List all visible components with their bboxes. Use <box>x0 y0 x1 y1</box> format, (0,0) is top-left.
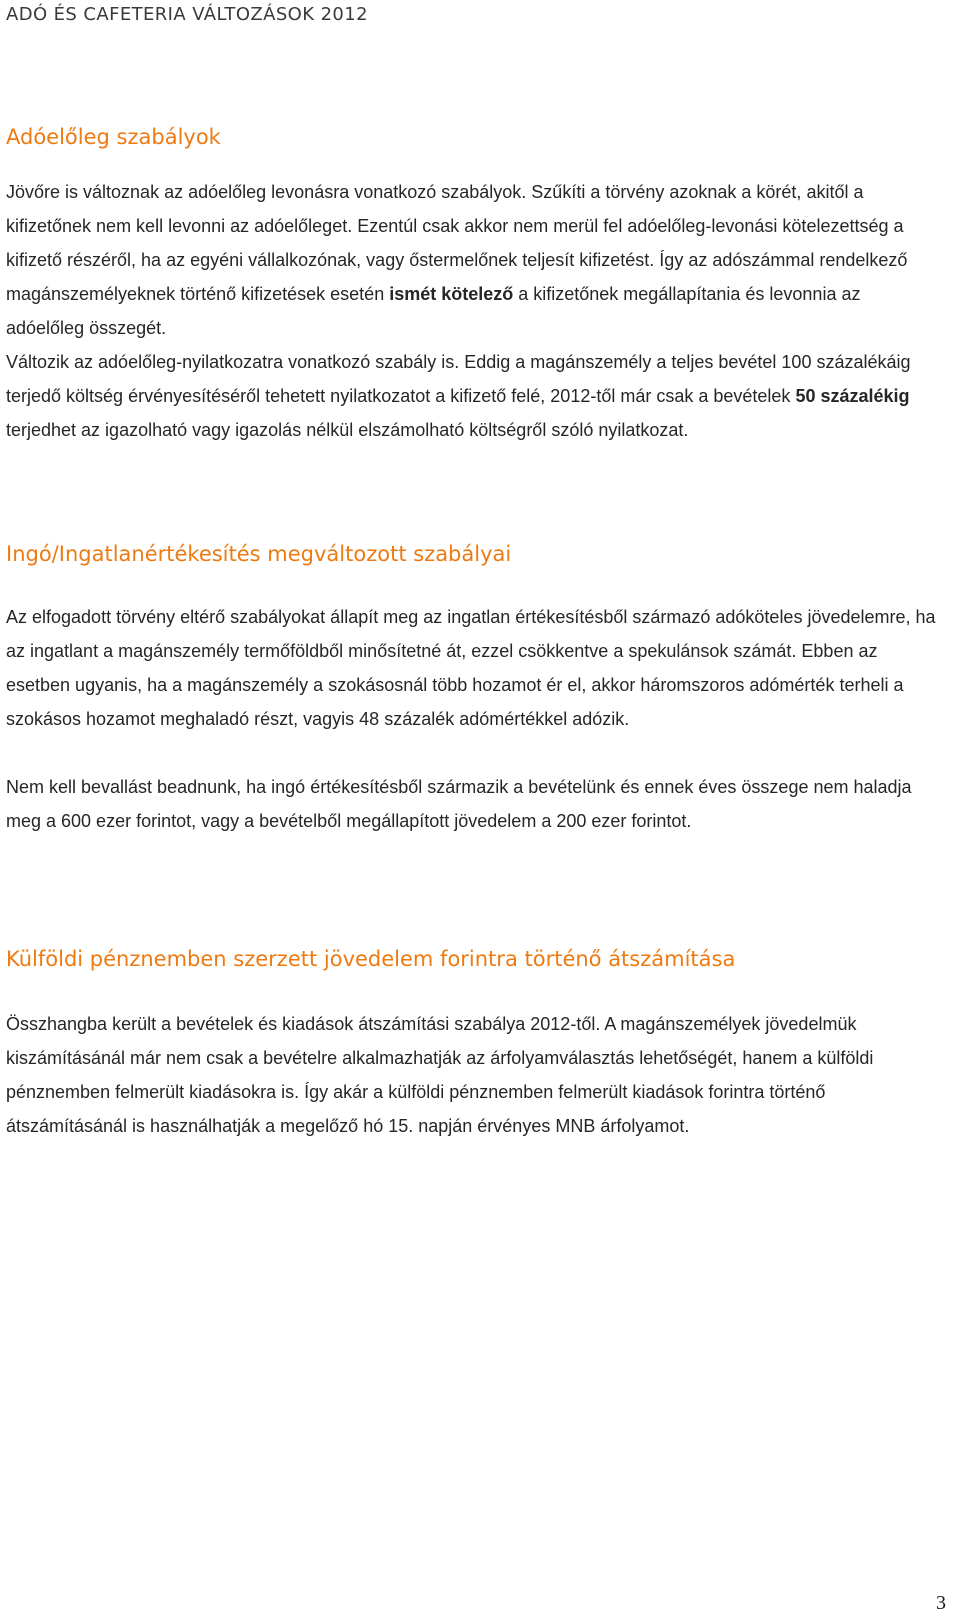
section-kulfoldi <box>6 947 936 1143</box>
section-heading: Adóelőleg szabályok <box>6 125 221 149</box>
paragraph-text: Jövőre is változnak az adóelőleg levonásra vonatkozó szabályok. Szűkíti a törvény azoknak a körét, akitől a kifizetőnek nem kell levonni az adóelőleget. Ezentúl csak akkor nem merül fel adóelőleg-levonási kötelezettség a kifizető részéről, ha az egyéni vállalkozónak, vagy őstermelőnek teljesít kifizetést. Így az adószámmal rendelkező magánszemélyeknek történő kifizetések esetén <box>6 182 908 304</box>
section-heading: Ingó/Ingatlanértékesítés megváltozott szabályai <box>6 542 512 566</box>
bold-phrase: ismét kötelező <box>389 284 514 304</box>
bold-phrase: 50 százalékig <box>795 386 910 406</box>
paragraph-text: a kifizetőnek megállapítania és levonnia az adóelőleg összegét. <box>6 284 861 338</box>
section-heading: Külföldi pénznemben szerzett jövedelem forintra történő átszámítása <box>6 947 736 971</box>
paragraph <box>6 345 936 447</box>
section-ingatlan <box>6 542 936 838</box>
paragraph-text: terjedhet az igazolható vagy igazolás nélkül elszámolható költségről szóló nyilatkozat. <box>6 420 689 440</box>
page-number: 3 <box>936 1592 946 1614</box>
paragraph <box>6 175 936 345</box>
section-adoeloleg <box>6 125 936 447</box>
paragraph: Összhangba került a bevételek és kiadások átszámítási szabálya 2012-től. A magánszemélyek jövedelmük kiszámításánál már nem csak a bevételre alkalmazhatják az árfolyamválasztás lehetőségét, hanem a külföldi pénznemben felmerült kiadásokra is. Így akár a külföldi pénznemben felmerült kiadások forintra történő átszámításánál is használhatják a megelőző hó 15. napján érvényes MNB árfolyamot. <box>6 1014 874 1136</box>
paragraph: Az elfogadott törvény eltérő szabályokat állapít meg az ingatlan értékesítésből származó adóköteles jövedelemre, ha az ingatlant a magánszemély termőföldből minősítetné át, ezzel csökkentve a spekulánsok számát. Ebben az esetben ugyanis, ha a magánszemély a szokásosnál több hozamot ér el, akkor háromszoros adómérték terheli a szokásos hozamot meghaladó részt, vagyis 48 százalék adómértékkel adózik. <box>6 607 936 729</box>
document-header: ADÓ ÉS CAFETERIA VÁLTOZÁSOK 2012 <box>6 4 368 25</box>
paragraph: Nem kell bevallást beadnunk, ha ingó értékesítésből származik a bevételünk és ennek éves összege nem haladja meg a 600 ezer forintot, vagy a bevételből megállapított jövedelem a 200 ezer forintot. <box>6 777 912 831</box>
paragraph-text: Változik az adóelőleg-nyilatkozatra vonatkozó szabály is. Eddig a magánszemély a teljes bevétel 100 százalékáig terjedő költség érvényesítéséről tehetett nyilatkozatot a kifizető felé, 2012-től már csak a bevételek <box>6 352 911 406</box>
